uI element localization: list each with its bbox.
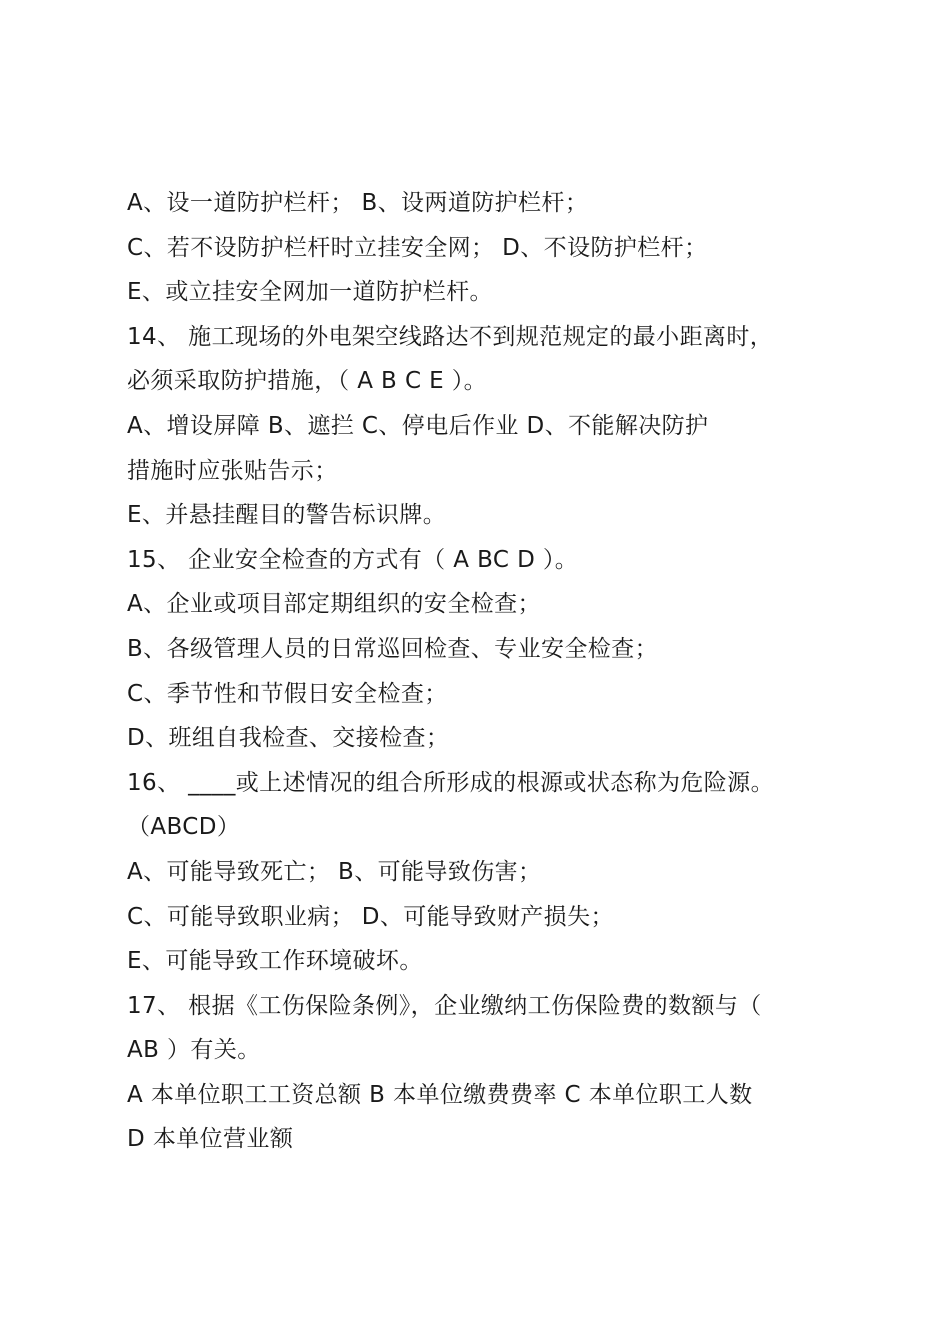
- option-line: C、季节性和节假日安全检查；: [127, 680, 448, 707]
- question-17-answer-line: AB ）有关。: [127, 1037, 261, 1064]
- question-16-answer-line: （ABCD）: [127, 814, 241, 841]
- option-line: A、增设屏障 B、遮拦 C、停电后作业 D、不能解决防护: [127, 412, 709, 439]
- option-line: A、设一道防护栏杆； B、设两道防护栏杆；: [127, 190, 589, 216]
- question-17-line: 17、 根据《工伤保险条例》，企业缴纳工伤保险费的数额与（: [127, 992, 762, 1019]
- option-line: C、可能导致职业病； D、可能导致财产损失；: [127, 903, 614, 930]
- option-line: A、企业或项目部定期组织的安全检查；: [127, 591, 541, 618]
- document-body: [127, 181, 839, 1162]
- option-line: B、各级管理人员的日常巡回检查、专业安全检查；: [127, 635, 658, 662]
- option-line: E、或立挂安全网加一道防护栏杆。: [127, 279, 493, 306]
- option-line: D 本单位营业额: [127, 1126, 294, 1153]
- option-line: 措施时应张贴告示；: [127, 457, 338, 484]
- question-16-line: 16、 ____或上述情况的组合所形成的根源或状态称为危险源。: [127, 769, 774, 796]
- option-line: A、可能导致死亡； B、可能导致伤害；: [127, 858, 542, 885]
- option-line: D、班组自我检查、交接检查；: [127, 725, 450, 752]
- option-line: E、并悬挂醒目的警告标识牌。: [127, 502, 447, 529]
- option-line: A 本单位职工工资总额 B 本单位缴费费率 C 本单位职工人数: [127, 1081, 753, 1108]
- question-14-line: 14、 施工现场的外电架空线路达不到规范规定的最小距离时，: [127, 323, 774, 350]
- option-line: E、可能导致工作环境破坏。: [127, 948, 423, 975]
- option-line: C、若不设防护栏杆时立挂安全网； D、不设防护栏杆；: [127, 234, 708, 261]
- question-15-line: 15、 企业安全检查的方式有（ A BC D ）。: [127, 546, 579, 573]
- question-14-answer-line: 必须采取防护措施，（ A B C E ）。: [127, 368, 488, 395]
